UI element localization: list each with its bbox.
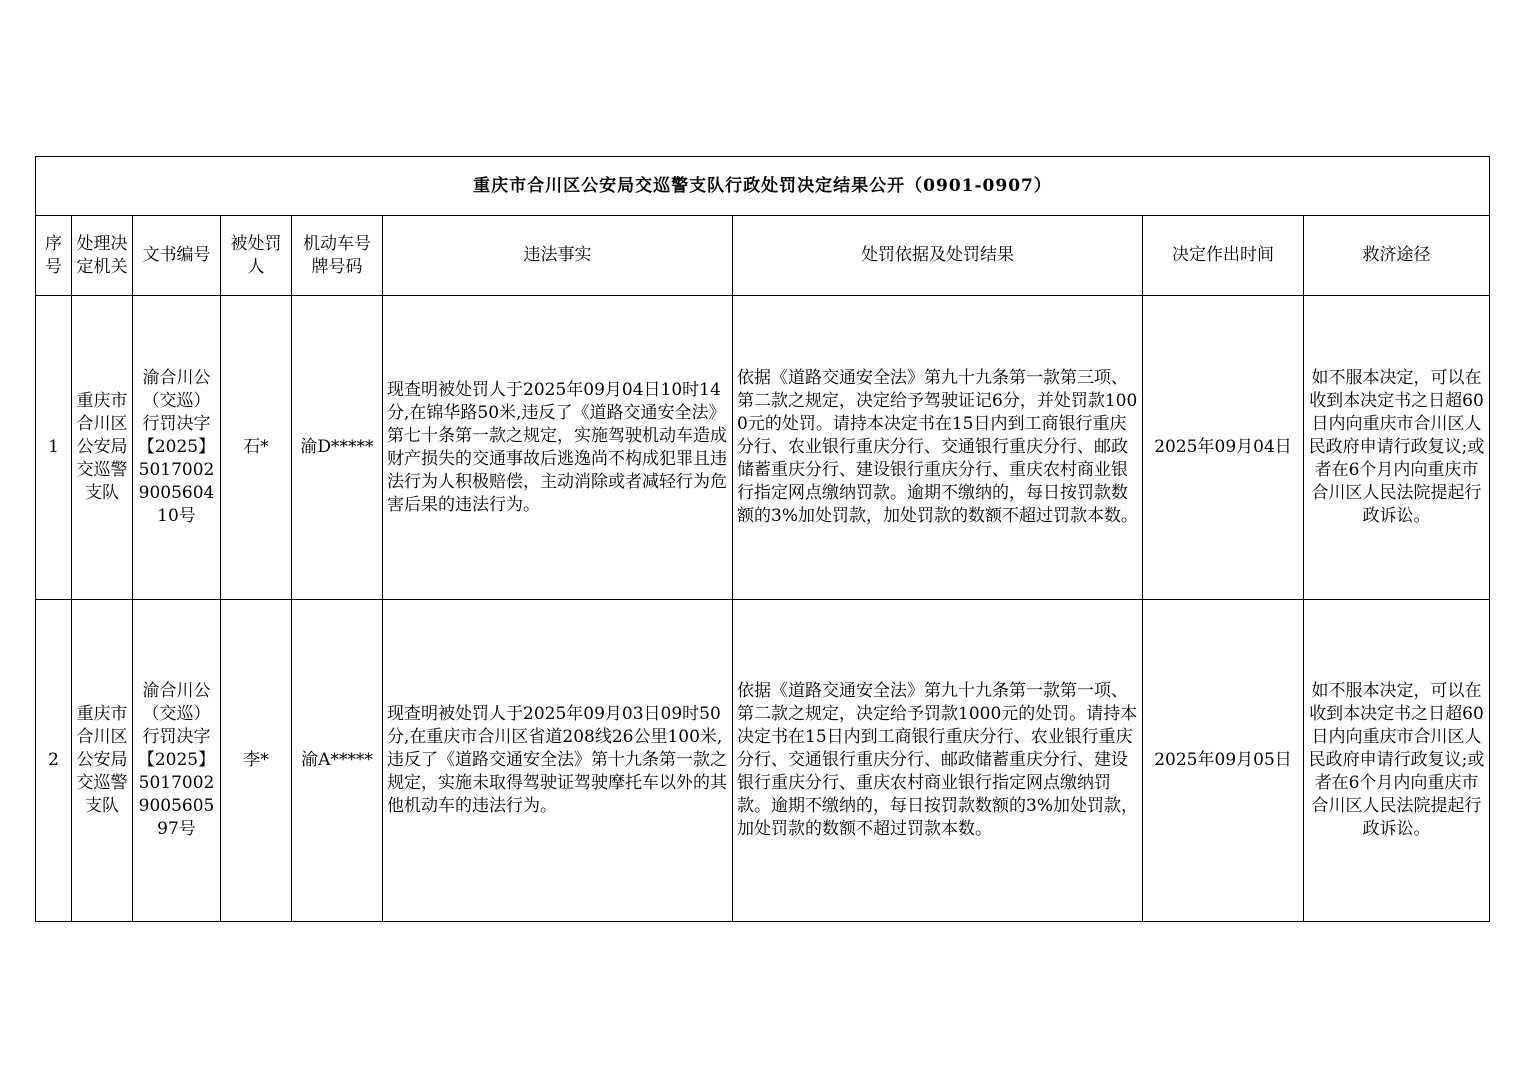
header-authority: 处理决定机关 xyxy=(72,216,133,296)
header-basis: 处罚依据及处罚结果 xyxy=(733,216,1143,296)
cell-plate: 渝D***** xyxy=(292,296,383,600)
header-fact: 违法事实 xyxy=(383,216,733,296)
cell-person: 石* xyxy=(221,296,292,600)
table-title: 重庆市合川区公安局交巡警支队行政处罚决定结果公开（0901-0907） xyxy=(36,157,1490,216)
cell-fact: 现查明被处罚人于2025年09月04日10时14分,在锦华路50米,违反了《道路交通安全法》第七十条第一款之规定，实施驾驶机动车造成财产损失的交通事故后逃逸尚不构成犯罪且违法行为人积极赔偿，主动消除或者减轻行为危害后果的违法行为。 xyxy=(383,296,733,600)
cell-doc-no: 渝合川公（交巡）行罚决字【2025】5017002900560597号 xyxy=(133,600,221,922)
cell-plate: 渝A***** xyxy=(292,600,383,922)
cell-date: 2025年09月05日 xyxy=(1143,600,1304,922)
header-remedy: 救济途径 xyxy=(1304,216,1490,296)
header-plate: 机动车号牌号码 xyxy=(292,216,383,296)
cell-doc-no: 渝合川公（交巡）行罚决字【2025】5017002900560410号 xyxy=(133,296,221,600)
penalty-results-table xyxy=(35,156,1490,922)
cell-authority: 重庆市合川区公安局交巡警支队 xyxy=(72,296,133,600)
cell-remedy: 如不服本决定，可以在收到本决定书之日超60日内向重庆市合川区人民政府申请行政复议;或者在6个月内向重庆市合川区人民法院提起行政诉讼。 xyxy=(1304,296,1490,600)
cell-basis: 依据《道路交通安全法》第九十九条第一款第一项、第二款之规定，决定给予罚款1000元的处罚。请持本决定书在15日内到工商银行重庆分行、农业银行重庆分行、交通银行重庆分行、邮政储蓄重庆分行、建设银行重庆分行、重庆农村商业银行指定网点缴纳罚款。逾期不缴纳的，每日按罚款数额的3%加处罚款，加处罚款的数额不超过罚款本数。 xyxy=(733,600,1143,922)
header-person: 被处罚人 xyxy=(221,216,292,296)
cell-seq: 2 xyxy=(36,600,72,922)
cell-remedy: 如不服本决定，可以在收到本决定书之日超60日内向重庆市合川区人民政府申请行政复议;或者在6个月内向重庆市合川区人民法院提起行政诉讼。 xyxy=(1304,600,1490,922)
header-date: 决定作出时间 xyxy=(1143,216,1304,296)
header-seq: 序号 xyxy=(36,216,72,296)
cell-fact: 现查明被处罚人于2025年09月03日09时50分,在重庆市合川区省道208线26公里100米,违反了《道路交通安全法》第十九条第一款之规定，实施未取得驾驶证驾驶摩托车以外的其他机动车的违法行为。 xyxy=(383,600,733,922)
header-row xyxy=(36,216,1490,296)
table-row xyxy=(36,600,1490,922)
cell-seq: 1 xyxy=(36,296,72,600)
cell-basis: 依据《道路交通安全法》第九十九条第一款第三项、第二款之规定，决定给予驾驶证记6分，并处罚款1000元的处罚。请持本决定书在15日内到工商银行重庆分行、农业银行重庆分行、交通银行重庆分行、邮政储蓄重庆分行、建设银行重庆分行、重庆农村商业银行指定网点缴纳罚款。逾期不缴纳的，每日按罚款数额的3%加处罚款，加处罚款的数额不超过罚款本数。 xyxy=(733,296,1143,600)
header-doc-no: 文书编号 xyxy=(133,216,221,296)
cell-authority: 重庆市合川区公安局交巡警支队 xyxy=(72,600,133,922)
cell-person: 李* xyxy=(221,600,292,922)
table-row xyxy=(36,296,1490,600)
cell-date: 2025年09月04日 xyxy=(1143,296,1304,600)
